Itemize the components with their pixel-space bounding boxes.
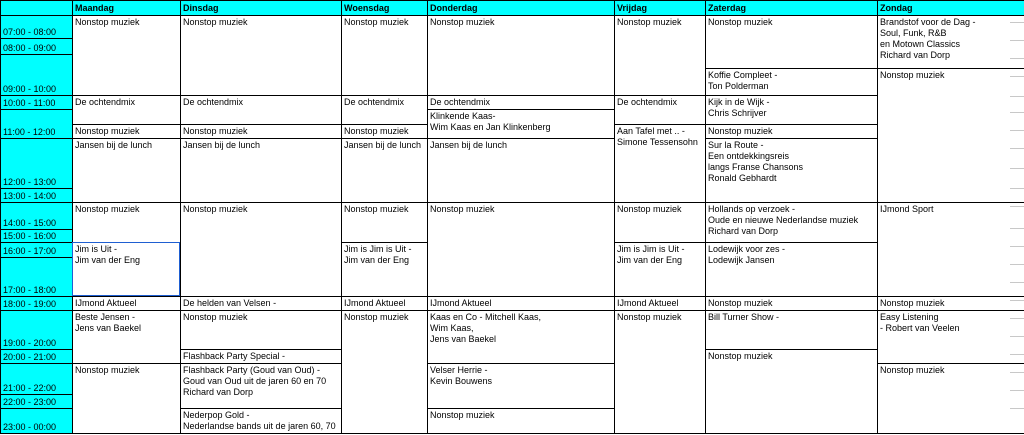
program-cell[interactable]: [614, 296, 705, 310]
program-text: [183, 432, 341, 433]
time-slot-label: 09:00 - 10:00: [3, 84, 57, 94]
program-cell[interactable]: [705, 138, 877, 202]
program-text: Nonstop muziek: [708, 17, 773, 27]
program-text: Lodewijk voor zes -: [708, 244, 786, 254]
program-text: Richard van Dorp: [708, 226, 779, 236]
program-cell[interactable]: [427, 310, 614, 363]
program-text: Jansen bij de lunch: [344, 140, 422, 150]
program-text: Ronald Gebhardt: [708, 173, 777, 183]
program-text: langs Franse Chansons: [708, 162, 804, 172]
time-slot-cell[interactable]: [0, 38, 72, 54]
time-slot-label: 15:00 - 16:00: [3, 231, 57, 241]
program-text: Lodewijk Jansen: [708, 255, 775, 265]
program-text: Nederlandse bands uit de jaren 60, 70: [183, 421, 336, 431]
program-cell[interactable]: [427, 15, 614, 95]
program-text: Nonstop muziek: [344, 17, 409, 27]
program-text: Nonstop muziek: [880, 70, 945, 80]
program-text: De helden van Velsen -: [183, 298, 277, 308]
program-text: Nonstop muziek: [617, 204, 682, 214]
program-text: Kevin Bouwens: [430, 376, 493, 386]
program-text: Nonstop muziek: [75, 126, 140, 136]
program-cell[interactable]: [180, 202, 341, 296]
time-slot-cell[interactable]: [0, 257, 72, 296]
program-text: Jansen bij de lunch: [183, 140, 261, 150]
program-text: De ochtendmix: [183, 97, 244, 107]
time-slot-cell[interactable]: [0, 54, 72, 95]
program-cell[interactable]: [180, 15, 341, 95]
program-text: Nonstop muziek: [75, 204, 140, 214]
program-text: Nonstop muziek: [183, 204, 248, 214]
program-cell[interactable]: [614, 310, 705, 433]
program-cell[interactable]: [614, 15, 705, 95]
time-slot-label: 20:00 - 21:00: [3, 352, 57, 362]
time-slot-cell[interactable]: [0, 138, 72, 188]
program-text: Nonstop muziek: [430, 17, 495, 27]
program-text: Nonstop muziek: [617, 312, 682, 322]
program-cell[interactable]: [341, 202, 427, 242]
program-cell[interactable]: [72, 15, 180, 95]
program-cell[interactable]: [341, 138, 427, 202]
program-cell[interactable]: [877, 202, 1024, 296]
program-text: en Motown Classics: [880, 39, 961, 49]
time-slot-label: 11:00 - 12:00: [3, 127, 56, 137]
program-cell[interactable]: [180, 310, 341, 349]
time-slot-cell[interactable]: [0, 310, 72, 349]
program-text: Flashback Party (Goud van Oud) -: [183, 365, 321, 375]
program-text: Chris Schrijver: [708, 108, 767, 118]
program-cell[interactable]: [72, 138, 180, 202]
program-text: De ochtendmix: [430, 97, 491, 107]
program-cell[interactable]: [180, 138, 341, 202]
program-cell[interactable]: [614, 202, 705, 242]
program-text: IJmond Aktueel: [617, 298, 679, 308]
time-slot-cell[interactable]: [0, 408, 72, 433]
time-slot-cell[interactable]: [0, 242, 72, 257]
program-text: Kaas en Co - Mitchell Kaas,: [430, 312, 542, 322]
program-cell[interactable]: [705, 202, 877, 242]
program-cell[interactable]: [427, 296, 614, 310]
program-cell[interactable]: [877, 363, 1024, 433]
program-cell[interactable]: [705, 68, 877, 95]
day-header-zondag[interactable]: Zondag: [877, 0, 1024, 15]
program-text: IJmond Aktueel: [344, 298, 406, 308]
time-slot-label: 22:00 - 23:00: [3, 397, 57, 407]
program-cell[interactable]: [877, 310, 1024, 363]
program-text: Nonstop muziek: [430, 410, 495, 420]
program-text: Beste Jensen -: [75, 312, 136, 322]
program-text: Nonstop muziek: [75, 365, 140, 375]
program-cell[interactable]: [72, 310, 180, 363]
program-cell[interactable]: [341, 15, 427, 95]
program-cell[interactable]: [877, 15, 1024, 68]
program-text: Nonstop muziek: [344, 204, 409, 214]
time-slot-label: 18:00 - 19:00: [3, 299, 57, 309]
program-text: Goud van Oud uit de jaren 60 en 70: [183, 376, 327, 386]
program-cell[interactable]: [180, 296, 341, 310]
program-text: Nonstop muziek: [880, 365, 945, 375]
program-cell[interactable]: [614, 95, 705, 124]
program-text: Nonstop muziek: [708, 298, 773, 308]
program-text: Nonstop muziek: [430, 204, 495, 214]
program-cell[interactable]: [705, 95, 877, 124]
day-header-vrijdag[interactable]: Vrijdag: [614, 0, 705, 15]
program-text: Jansen bij de lunch: [75, 140, 153, 150]
time-slot-label: 17:00 - 18:00: [3, 285, 57, 295]
program-cell[interactable]: [72, 242, 180, 296]
program-cell[interactable]: [180, 408, 341, 433]
program-cell[interactable]: [341, 310, 427, 433]
time-slot-label: 12:00 - 13:00: [3, 177, 57, 187]
program-text: Nonstop muziek: [344, 312, 409, 322]
program-text: Jens van Baekel: [430, 334, 497, 344]
program-cell[interactable]: [341, 95, 427, 124]
program-text: Nonstop muziek: [708, 351, 773, 361]
day-header-zaterdag[interactable]: Zaterdag: [705, 0, 877, 15]
program-cell[interactable]: [180, 349, 341, 363]
program-cell[interactable]: [341, 124, 427, 138]
program-text: Jim van der Eng: [344, 255, 410, 265]
program-cell[interactable]: [705, 296, 877, 310]
day-header-dinsdag[interactable]: Dinsdag: [180, 0, 341, 15]
program-cell[interactable]: [180, 363, 341, 408]
program-text: Jim van der Eng: [617, 255, 683, 265]
program-text: Simone Tessensohn: [617, 137, 698, 147]
program-text: De ochtendmix: [344, 97, 405, 107]
program-cell[interactable]: [705, 242, 877, 296]
program-text: Richard van Dorp: [880, 50, 951, 60]
program-text: Nonstop muziek: [183, 126, 248, 136]
time-slot-label: 10:00 - 11:00: [3, 98, 56, 108]
program-cell[interactable]: [877, 68, 1024, 202]
program-cell[interactable]: [72, 363, 180, 433]
day-header-donderdag[interactable]: Donderdag: [427, 0, 614, 15]
program-text: Sur la Route -: [708, 140, 764, 150]
day-header-maandag[interactable]: Maandag: [72, 0, 180, 15]
program-text: Bill Turner Show -: [708, 312, 780, 322]
grid-line: [427, 433, 615, 434]
program-cell[interactable]: [72, 202, 180, 242]
grid-line: [72, 433, 181, 434]
program-cell[interactable]: [427, 95, 614, 109]
program-text: Jens van Baekel: [75, 323, 142, 333]
time-slot-label: 14:00 - 15:00: [3, 218, 57, 228]
program-text: De ochtendmix: [75, 97, 136, 107]
program-cell[interactable]: [614, 124, 705, 202]
time-slot-cell[interactable]: [0, 95, 72, 109]
day-header-woensdag[interactable]: Woensdag: [341, 0, 427, 15]
time-slot-cell[interactable]: [0, 188, 72, 202]
grid-line: [341, 433, 428, 434]
time-slot-cell[interactable]: [0, 109, 72, 138]
program-text: Jim van der Eng: [75, 255, 141, 265]
time-slot-cell[interactable]: [0, 394, 72, 408]
program-cell[interactable]: [341, 242, 427, 296]
program-text: Wim Kaas,: [430, 323, 474, 333]
time-slot-cell[interactable]: [0, 15, 72, 38]
time-slot-label: 16:00 - 17:00: [3, 246, 57, 256]
time-slot-label: 23:00 - 00:00: [3, 422, 57, 432]
grid-line: [705, 433, 878, 434]
program-text: Kijk in de Wijk -: [708, 97, 770, 107]
program-text: Nonstop muziek: [75, 17, 140, 27]
program-cell[interactable]: [427, 408, 614, 433]
time-slot-cell[interactable]: [0, 296, 72, 310]
time-slot-cell[interactable]: [0, 363, 72, 394]
program-cell[interactable]: [72, 124, 180, 138]
program-cell[interactable]: [427, 202, 614, 296]
program-text: Soul, Funk, R&B: [880, 28, 947, 38]
program-text: Hollands op verzoek -: [708, 204, 796, 214]
program-text: Richard van Dorp: [183, 387, 254, 397]
program-text: Nonstop muziek: [880, 298, 945, 308]
program-cell[interactable]: [180, 124, 341, 138]
program-text: Velser Herrie -: [430, 365, 488, 375]
time-slot-label: 13:00 - 14:00: [3, 191, 57, 201]
program-text: IJmond Aktueel: [430, 298, 492, 308]
program-text: Jim is Uit -: [75, 244, 117, 254]
program-cell[interactable]: [705, 124, 877, 138]
program-text: Brandstof voor de Dag -: [880, 17, 976, 27]
grid-line: [0, 433, 73, 434]
program-cell[interactable]: [705, 349, 877, 433]
time-slot-label: 21:00 - 22:00: [3, 383, 57, 393]
program-text: Klinkende Kaas-: [430, 111, 496, 121]
grid-line: [180, 433, 342, 434]
grid-line: [877, 433, 1024, 434]
program-cell[interactable]: [427, 109, 614, 138]
program-text: Ton Polderman: [708, 81, 769, 91]
program-cell[interactable]: [341, 296, 427, 310]
program-cell[interactable]: [427, 363, 614, 408]
program-text: IJmond Sport: [880, 204, 934, 214]
program-text: Nederpop Gold -: [183, 410, 250, 420]
program-text: Nonstop muziek: [183, 17, 248, 27]
program-text: IJmond Aktueel: [75, 298, 137, 308]
program-text: Jansen bij de lunch: [430, 140, 508, 150]
program-text: Wim Kaas en Jan Klinkenberg: [430, 122, 551, 132]
program-text: Jim is Jim is Uit -: [344, 244, 412, 254]
program-cell[interactable]: [877, 296, 1024, 310]
program-text: Koffie Compleet -: [708, 70, 778, 80]
time-slot-cell[interactable]: [0, 229, 72, 242]
time-slot-cell[interactable]: [0, 202, 72, 229]
program-text: Oude en nieuwe Nederlandse muziek: [708, 215, 859, 225]
time-slot-label: 19:00 - 20:00: [3, 338, 57, 348]
program-text: Flashback Party Special -: [183, 351, 286, 361]
corner-cell[interactable]: [0, 0, 72, 15]
program-cell[interactable]: [427, 138, 614, 202]
program-text: Nonstop muziek: [344, 126, 409, 136]
program-cell[interactable]: [614, 242, 705, 296]
program-cell[interactable]: [180, 95, 341, 124]
program-text: Nonstop muziek: [183, 312, 248, 322]
time-slot-label: 08:00 - 09:00: [3, 43, 57, 53]
time-slot-label: 07:00 - 08:00: [3, 27, 57, 37]
program-text: Nonstop muziek: [708, 126, 773, 136]
program-text: Een ontdekkingsreis: [708, 151, 790, 161]
program-text: De ochtendmix: [617, 97, 678, 107]
program-text: Aan Tafel met .. -: [617, 126, 685, 136]
program-cell[interactable]: [72, 296, 180, 310]
time-slot-cell[interactable]: [0, 349, 72, 363]
program-cell[interactable]: [72, 95, 180, 124]
program-text: Jim is Jim is Uit -: [617, 244, 685, 254]
program-cell[interactable]: [705, 310, 877, 349]
program-text: Nonstop muziek: [617, 17, 682, 27]
program-text: - Robert van Veelen: [880, 323, 960, 333]
program-text: Easy Listening: [880, 312, 939, 322]
program-cell[interactable]: [705, 15, 877, 68]
grid-line: [614, 433, 706, 434]
